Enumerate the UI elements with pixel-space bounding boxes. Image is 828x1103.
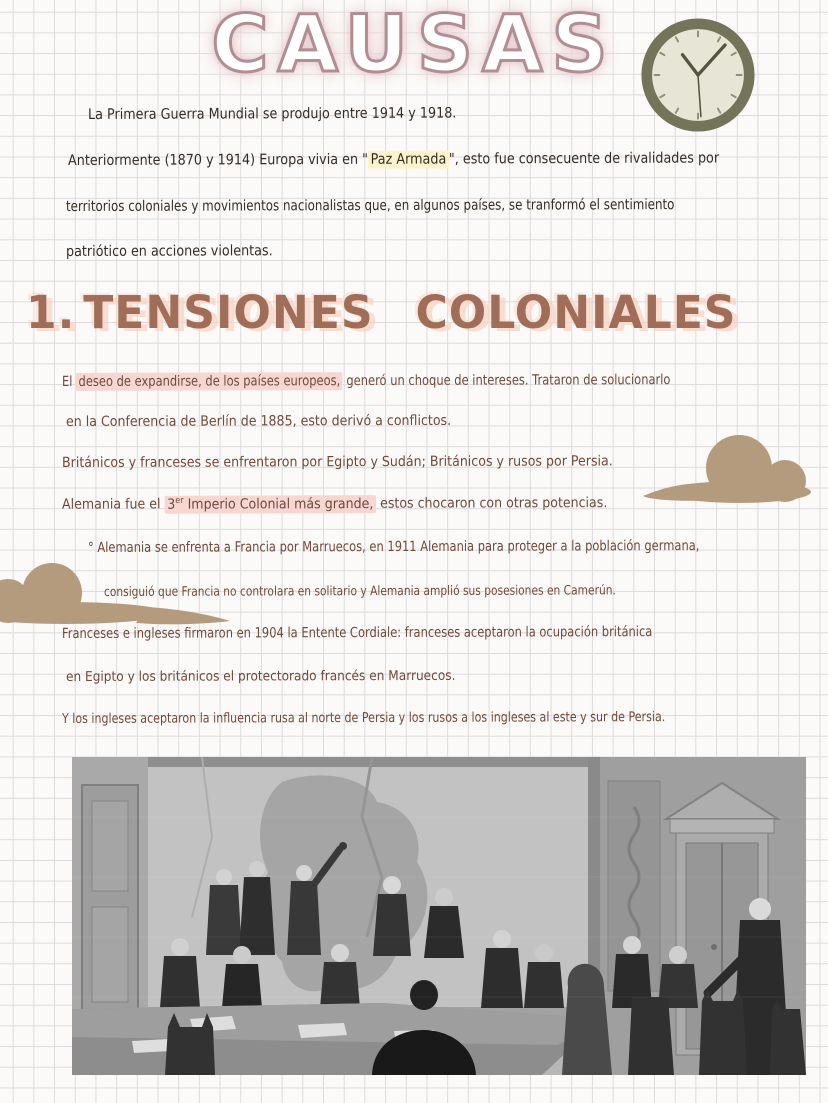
body-line: Franceses e ingleses firmaron en 1904 la Entente Cordiale: franceses aceptaron la ocupación británica <box>61 624 653 642</box>
highlighted-term-paz-armada: Paz Armada <box>368 150 449 168</box>
intro-text: ", esto fue consecuente de rivalidades por <box>448 150 720 168</box>
highlighted-phrase: 3er Imperio Colonial más grande, <box>165 495 377 514</box>
berlin-conference-photo <box>72 757 806 1075</box>
intro-text: territorios coloniales y movimientos nacionalistas que, en algunos países, se tranformó el sentimiento <box>65 197 675 215</box>
intro-line-1 <box>88 105 456 125</box>
body-line: Alemania fue el 3er Imperio Colonial más grande, estos chocaron con otras potencias. <box>61 495 608 513</box>
bullet-line: ° Alemania se enfrenta a Francia por Marruecos, en 1911 Alemania para proteger a la población germana, <box>87 538 700 556</box>
bullet-line-continued: consiguió que Francia no controlara en solitario y Alemania amplió sus posesiones en Camerún. <box>103 583 616 600</box>
cloud-decoration-left <box>0 563 232 627</box>
intro-line-3 <box>66 196 674 216</box>
intro-text: La Primera Guerra Mundial se produjo entre 1914 y 1918. <box>87 105 457 123</box>
body-line: en la Conferencia de Berlín de 1885, esto derivó a conflictos. <box>65 412 452 430</box>
intro-line-2 <box>68 149 719 170</box>
section-number: 1. <box>26 286 76 339</box>
page-title: CAUSAS <box>211 0 617 90</box>
body-line: en Egipto y los británicos el protectorado francés en Marruecos. <box>65 667 456 685</box>
body-line: Y los ingleses aceptaron la influencia rusa al norte de Persia y los rusos a los ingleses al este y sur de Persia. <box>61 709 666 727</box>
bullet-marker: ° <box>87 539 94 556</box>
intro-text: Anteriormente (1870 y 1914) Europa vivia en " <box>67 151 369 169</box>
section-title: TENSIONES COLONIALES <box>83 286 737 339</box>
body-line: Británicos y franceses se enfrentaron por Egipto y Sudán; Británicos y rusos por Persia. <box>61 453 613 471</box>
intro-text: patriótico en acciones violentas. <box>65 243 273 260</box>
intro-line-4 <box>66 242 273 261</box>
cloud-decoration-right <box>641 434 813 504</box>
section-heading <box>26 286 737 339</box>
highlighted-phrase: deseo de expandirse, de los países europeos, <box>76 372 343 391</box>
clock-icon <box>640 16 756 134</box>
body-line: El deseo de expandirse, de los países europeos, generó un choque de intereses. Trataron de solucionarlo <box>61 372 671 390</box>
